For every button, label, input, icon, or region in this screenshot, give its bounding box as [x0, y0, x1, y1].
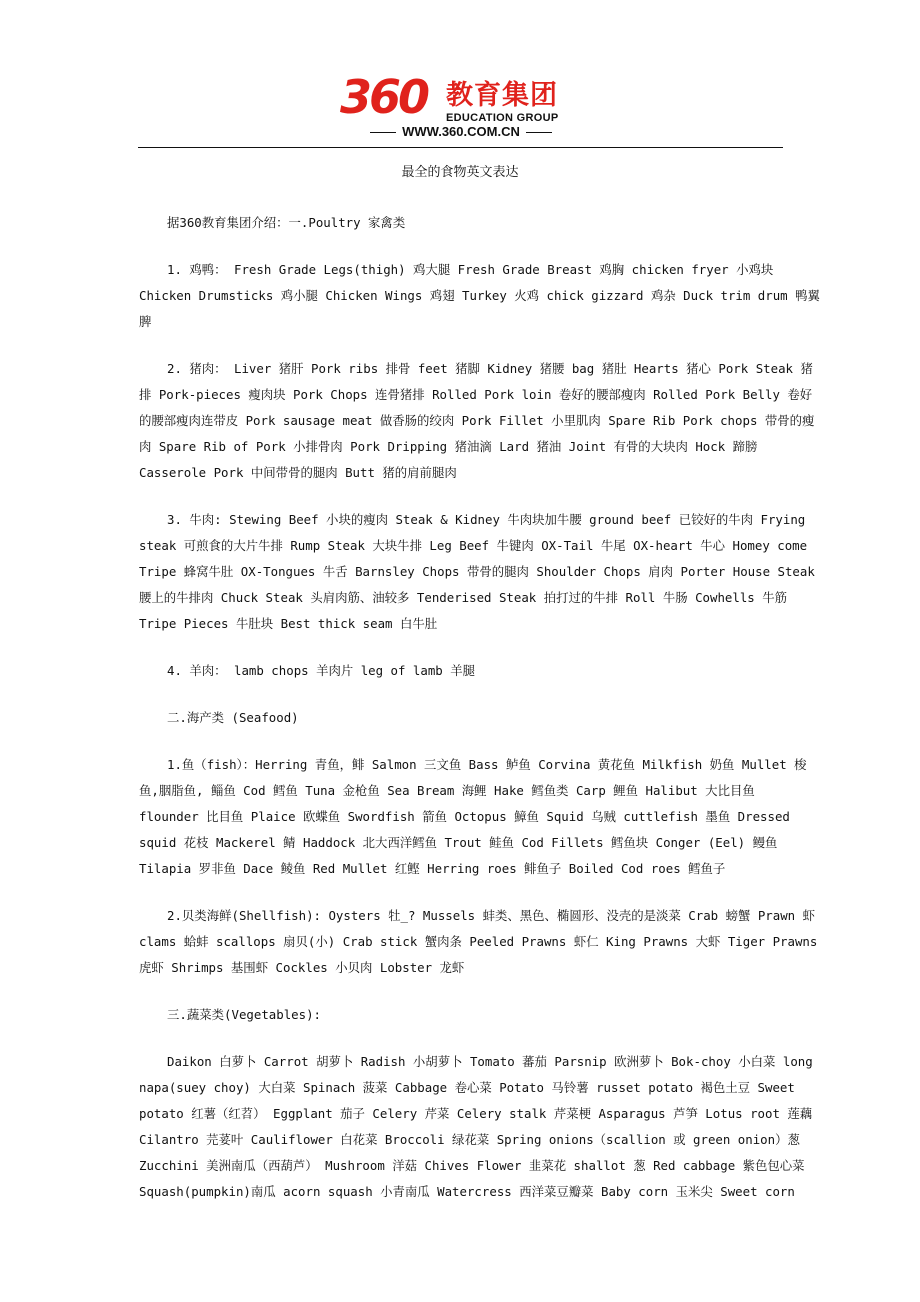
left-dash	[370, 132, 396, 133]
logo-number: 360	[340, 70, 428, 124]
logo-url-line	[346, 124, 576, 140]
logo-chinese-name: 教育集团	[446, 80, 558, 111]
paragraph-lamb: 4. 羊肉： lamb chops 羊肉片 leg of lamb 羊腿	[167, 663, 475, 678]
document-body	[139, 210, 821, 1226]
paragraph-vegetables: Daikon 白萝卜 Carrot 胡萝卜 Radish 小胡萝卜 Tomato 蕃茄 Parsnip 欧洲萝卜 Bok-choy 小白菜 long napa(suey choy) 大白菜 Spinach 菠菜 Cabbage 卷心菜 Potato 马铃薯 russet potato 褐色土豆 Sweet potato 红薯（红苕） Eggplant 茄子 Celery 芹菜 Celery stalk 芹菜梗 Asparagus 芦笋 Lotus root 莲藕 Cilantro 芫荽叶 Cauliflower 白花菜 Broccoli 绿花菜 Spring onions（scallion 或 green onion）葱 Zucchini 美洲南瓜（西葫芦） Mushroom 洋菇 Chives Flower 韭菜花 shallot 葱 Red cabbage 紫色包心菜 Squash(pumpkin)南瓜 acorn squash 小青南瓜 Watercress 西洋菜豆瓣菜 Baby corn 玉米尖 Sweet corn	[139, 1054, 813, 1199]
header-divider	[138, 147, 783, 148]
logo-english-name: EDUCATION GROUP	[446, 112, 559, 124]
paragraph-fish: 1.鱼（fish）：Herring 青鱼，鲱 Salmon 三文鱼 Bass 鲈鱼 Corvina 黄花鱼 Milkfish 奶鱼 Mullet 梭鱼,胭脂鱼, 鲻鱼 Cod 鳕鱼 Tuna 金枪鱼 Sea Bream 海鲤 Hake 鳕鱼类 Carp 鲤鱼 Halibut 大比目鱼 flounder 比目鱼 Plaice 欧蝶鱼 Swordfish 箭鱼 Octopus 鱆鱼 Squid 乌贼 cuttlefish 墨鱼 Dressed squid 花枝 Mackerel 鲭 Haddock 北大西洋鳕鱼 Trout 鲑鱼 Cod Fillets 鳕鱼块 Conger (Eel) 鳗鱼 Tilapia 罗非鱼 Dace 鲮鱼 Red Mullet 红鲣 Herring roes 鲱鱼子 Boiled Cod roes 鳕鱼子	[139, 757, 807, 876]
paragraph-pork: 2. 猪肉： Liver 猪肝 Pork ribs 排骨 feet 猪脚 Kidney 猪腰 bag 猪肚 Hearts 猪心 Pork Steak 猪排 Pork-pieces 瘦肉块 Pork Chops 连骨猪排 Rolled Pork loin 卷好的腰部瘦肉 Rolled Pork Belly 卷好的腰部瘦肉连带皮 Pork sausage meat 做香肠的绞肉 Pork Fillet 小里肌肉 Spare Rib Pork chops 带骨的瘦肉 Spare Rib of Pork 小排骨肉 Pork Dripping 猪油滴 Lard 猪油 Joint 有骨的大块肉 Hock 蹄膀 Casserole Pork 中间带骨的腿肉 Butt 猪的肩前腿肉	[139, 361, 815, 480]
heading-vegetables: 三.蔬菜类(Vegetables):	[167, 1007, 321, 1022]
paragraph-beef: 3. 牛肉: Stewing Beef 小块的瘦肉 Steak & Kidney 牛肉块加牛腰 ground beef 已铰好的牛肉 Frying steak 可煎食的大片牛排 Rump Steak 大块牛排 Leg Beef 牛键肉 OX-Tail 牛尾 OX-heart 牛心 Homey come Tripe 蜂窝牛肚 OX-Tongues 牛舌 Barnsley Chops 带骨的腿肉 Shoulder Chops 肩肉 Porter House Steak 腰上的牛排肉 Chuck Steak 头肩肉筋、油较多 Tenderised Steak 拍打过的牛排 Roll 牛肠 Cowhells 牛筋 Tripe Pieces 牛肚块 Best thick seam 白牛肚	[139, 512, 815, 631]
company-logo	[340, 70, 580, 146]
page-header	[0, 0, 920, 150]
logo-url: WWW.360.COM.CN	[402, 124, 520, 139]
paragraph-shellfish: 2.贝类海鲜(Shellfish): Oysters 牡_? Mussels 蚌类、黑色、椭圆形、没壳的是淡菜 Crab 螃蟹 Prawn 虾 clams 蛤蚌 scallops 扇贝(小) Crab stick 蟹肉条 Peeled Prawns 虾仁 King Prawns 大虾 Tiger Prawns 虎虾 Shrimps 基围虾 Cockles 小贝肉 Lobster 龙虾	[139, 908, 818, 975]
heading-seafood: 二.海产类 (Seafood)	[167, 710, 299, 725]
paragraph-intro: 据360教育集团介绍：一.Poultry 家禽类	[167, 215, 406, 230]
document-title: 最全的食物英文表达	[401, 165, 519, 180]
right-dash	[526, 132, 552, 133]
paragraph-poultry: 1. 鸡鸭： Fresh Grade Legs(thigh) 鸡大腿 Fresh Grade Breast 鸡胸 chicken fryer 小鸡块 Chicken Drumsticks 鸡小腿 Chicken Wings 鸡翅 Turkey 火鸡 chick gizzard 鸡杂 Duck trim drum 鸭翼脾	[139, 262, 820, 329]
